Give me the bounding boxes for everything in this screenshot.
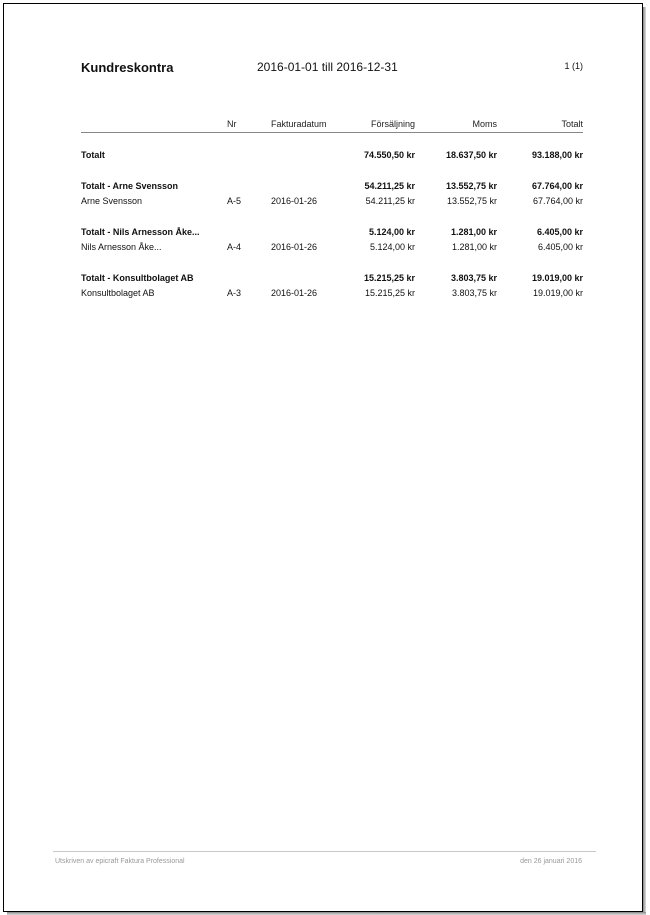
column-header-total: Totalt xyxy=(561,119,583,129)
group-summary-sales: 54.211,25 kr xyxy=(364,180,415,191)
group-summary-row xyxy=(81,273,583,289)
table-row xyxy=(81,196,583,212)
group-summary-vat: 13.552,75 kr xyxy=(445,180,497,191)
group-summary-vat: 1.281,00 kr xyxy=(450,226,497,237)
group-summary-vat: 3.803,75 kr xyxy=(450,272,497,283)
column-header-vat: Moms xyxy=(472,119,497,129)
page-shadow-right xyxy=(643,7,646,913)
group-summary-total: 19.019,00 kr xyxy=(531,272,583,283)
table-row xyxy=(81,288,583,304)
row-total: 6.405,00 kr xyxy=(537,242,583,252)
footer-printed-by: Utskriven av epicraft Faktura Professional xyxy=(55,858,185,865)
row-invoice-date: 2016-01-26 xyxy=(271,196,318,206)
grand-total-vat: 18.637,50 kr xyxy=(445,150,497,160)
grand-total-row xyxy=(81,150,583,166)
footer-divider xyxy=(53,851,596,852)
table-row xyxy=(81,242,583,258)
report-period: 2016-01-01 till 2016-12-31 xyxy=(257,60,398,74)
grand-total-total: 93.188,00 kr xyxy=(531,150,583,160)
row-customer: Konsultbolaget AB xyxy=(81,288,155,298)
row-vat: 13.552,75 kr xyxy=(446,196,497,206)
group-summary-sales: 5.124,00 kr xyxy=(368,226,415,237)
row-invoice-nr: A-4 xyxy=(227,242,242,252)
group-summary-label: Totalt - Nils Arnesson Åke... xyxy=(81,226,200,237)
row-customer: Nils Arnesson Åke... xyxy=(81,242,162,252)
column-header-nr: Nr xyxy=(227,119,237,129)
row-vat: 3.803,75 kr xyxy=(451,288,497,298)
row-invoice-nr: A-3 xyxy=(227,288,242,298)
row-invoice-date: 2016-01-26 xyxy=(271,242,318,252)
footer-print-date: den 26 januari 2016 xyxy=(520,858,582,865)
group-summary-total: 67.764,00 kr xyxy=(531,180,583,191)
row-sales: 5.124,00 kr xyxy=(369,242,415,252)
group-summary-row xyxy=(81,227,583,243)
row-invoice-nr: A-5 xyxy=(227,196,242,206)
group-summary-label: Totalt - Konsultbolaget AB xyxy=(81,272,194,283)
page-number: 1 (1) xyxy=(564,61,583,71)
column-header-sales: Försäljning xyxy=(370,119,415,129)
row-total: 19.019,00 kr xyxy=(532,288,583,298)
group-summary-sales: 15.215,25 kr xyxy=(363,272,415,283)
row-total: 67.764,00 kr xyxy=(532,196,583,206)
row-vat: 1.281,00 kr xyxy=(451,242,497,252)
ledger-table xyxy=(81,118,583,304)
row-customer: Arne Svensson xyxy=(81,196,143,206)
grand-total-label: Totalt xyxy=(81,150,105,160)
report-title: Kundreskontra xyxy=(81,60,174,75)
grand-total-sales: 74.550,50 kr xyxy=(363,150,415,160)
group-summary-total: 6.405,00 kr xyxy=(536,226,583,237)
group-summary-label: Totalt - Arne Svensson xyxy=(81,180,179,191)
row-sales: 15.215,25 kr xyxy=(364,288,415,298)
table-header xyxy=(81,118,583,133)
group-summary-row xyxy=(81,181,583,197)
column-header-date: Fakturadatum xyxy=(271,119,327,129)
row-sales: 54.211,25 kr xyxy=(365,196,415,206)
row-invoice-date: 2016-01-26 xyxy=(271,288,318,298)
